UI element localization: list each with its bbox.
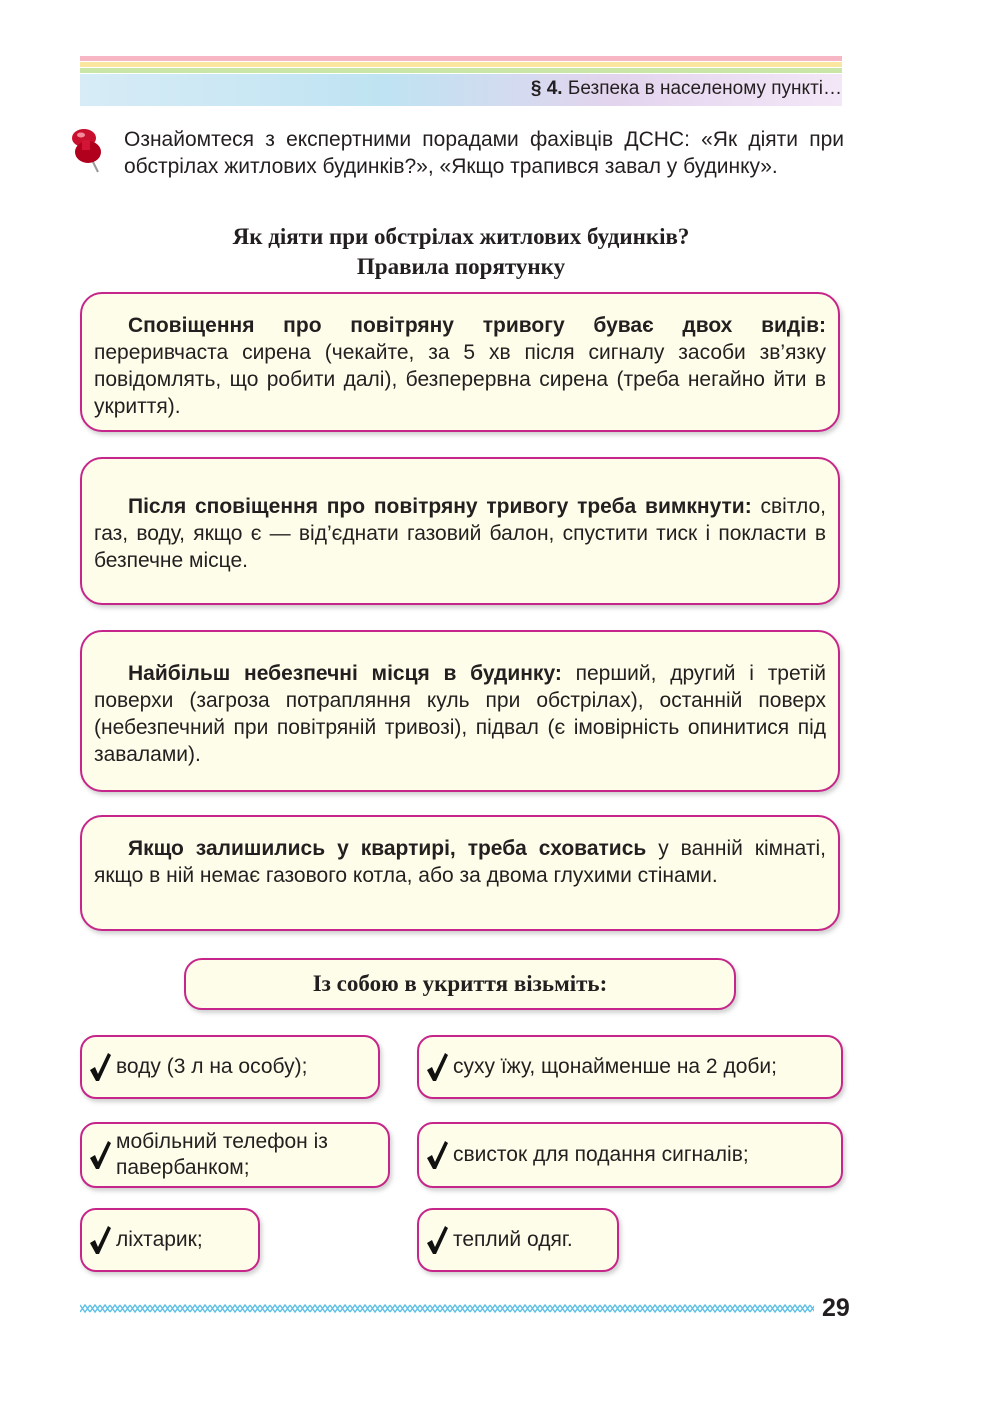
rule-4-text: у ванній кімнаті, якщо в ній немає газового котла, або за двома глухими стінами.: [94, 837, 826, 887]
item-flashlight: [80, 1208, 260, 1272]
item-phone-text: мобільний телефон із павербанком;: [116, 1130, 328, 1179]
item-phone: [80, 1122, 390, 1188]
checkmark-icon: [88, 1052, 112, 1082]
item-food-text: суху їжу, щонайменше на 2 доби;: [453, 1055, 777, 1078]
item-clothes: [417, 1208, 619, 1272]
item-water-text: воду (3 л на особу);: [116, 1055, 308, 1078]
checkmark-icon: [425, 1225, 449, 1255]
section-number: § 4.: [530, 78, 563, 99]
rule-1-bold: Сповіщення про повітряну тривогу буває двох видів:: [128, 314, 826, 337]
rule-box-4: [80, 815, 840, 931]
header-stripe-green: [80, 68, 842, 73]
checkmark-icon: [425, 1052, 449, 1082]
rule-box-1: [80, 292, 840, 432]
rule-3-bold: Найбільш небезпечні місця в будинку:: [128, 662, 562, 685]
page-number: 29: [822, 1294, 850, 1322]
header-stripe-yellow: [80, 62, 842, 67]
main-title: Як діяти при обстрілах житлових будинків?: [232, 224, 690, 249]
rule-2-bold: Після сповіщення про повітряну тривогу треба вимкнути:: [128, 495, 752, 518]
rule-box-2: [80, 457, 840, 605]
checkmark-icon: [88, 1225, 112, 1255]
pushpin-icon: [68, 126, 108, 174]
checkmark-icon: [88, 1140, 112, 1170]
section-title: Безпека в населеному пункті…: [567, 78, 842, 99]
rule-2-text: світло, газ, воду, якщо є — від’єднати газовий балон, спустити тиск і покласти в безпечне місце.: [94, 495, 826, 572]
rule-1-text: переривчаста сирена (чекайте, за 5 хв після сигналу засоби зв’язку повідомлять, що робити далі), безперервна сирена (треба негайно йти в укриття).: [94, 341, 826, 418]
rule-4-bold: Якщо залишились у квартирі, треба сховатись: [128, 837, 647, 860]
item-food: [417, 1035, 843, 1099]
item-water: [80, 1035, 380, 1099]
header-stripe-pink: [80, 56, 842, 61]
item-whistle-text: свисток для подання сигналів;: [453, 1143, 749, 1166]
item-clothes-text: теплий одяг.: [453, 1228, 573, 1251]
take-along-title: Із собою в укриття візьміть:: [184, 958, 736, 1010]
rule-3-text: перший, другий і третій поверхи (загроза потрапляння куль при обстрілах), останній поверх (небезпечний при повітряній тривозі), підвал (є імовірність опинитися під завалами).: [94, 662, 826, 766]
checkmark-icon: [425, 1140, 449, 1170]
intro-text: Ознайомтеся з експертними порадами фахівців ДСНС: «Як діяти при обстрілах житлових будинків?», «Якщо трапився завал у будинку».: [124, 128, 844, 178]
footer-wave-ornament: [80, 1300, 814, 1318]
rule-box-3: [80, 630, 840, 792]
running-header: [531, 78, 842, 100]
main-subtitle: Правила порятунку: [356, 254, 566, 279]
item-flashlight-text: ліхтарик;: [116, 1228, 203, 1251]
item-whistle: [417, 1122, 843, 1188]
